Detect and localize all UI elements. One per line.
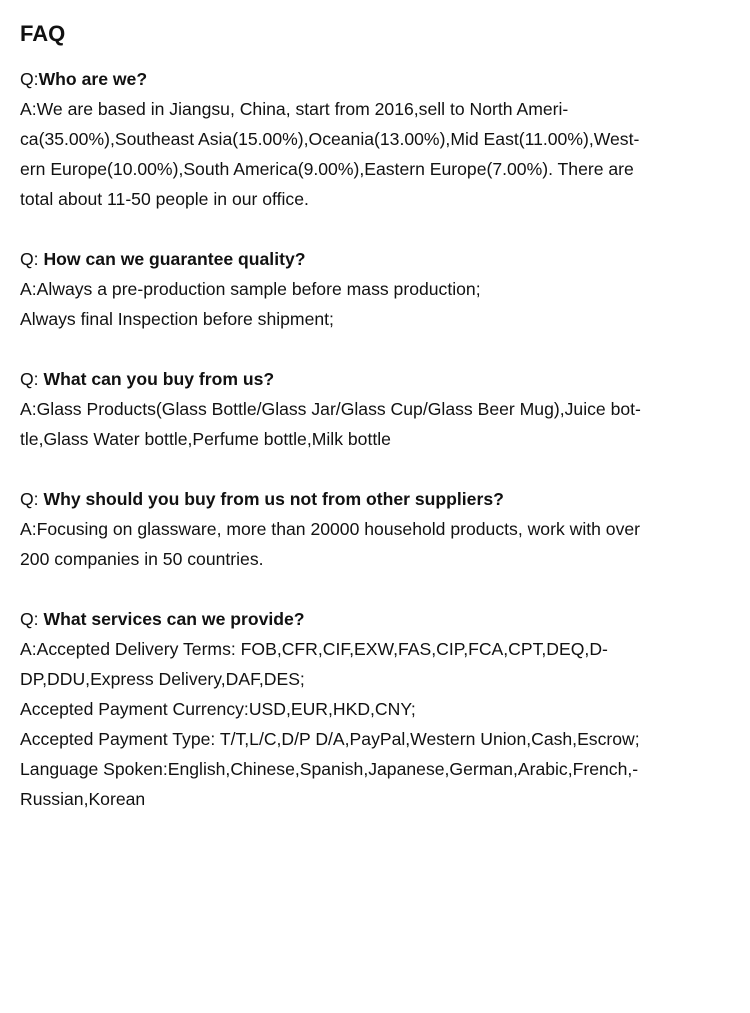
question-prefix: Q: bbox=[20, 609, 44, 629]
answer-line: A:Always a pre-production sample before mass production; bbox=[20, 279, 481, 299]
answer-line: A:Glass Products(Glass Bottle/Glass Jar/Glass Cup/Glass Beer Mug),Juice bot- bbox=[20, 399, 641, 419]
faq-item bbox=[20, 364, 732, 454]
answer-line: A:Focusing on glassware, more than 20000 household products, work with over bbox=[20, 519, 641, 539]
faq-item bbox=[20, 604, 732, 814]
question-prefix: Q: bbox=[20, 489, 44, 509]
faq-item bbox=[20, 244, 732, 334]
answer-line: A:Accepted Delivery Terms: FOB,CFR,CIF,EXW,FAS,CIP,FCA,CPT,DEQ,D- bbox=[20, 639, 608, 659]
faq-list bbox=[20, 64, 732, 844]
faq-question bbox=[20, 364, 732, 394]
question-text: Why should you buy from us not from other suppliers? bbox=[43, 489, 504, 509]
question-text: How can we guarantee quality? bbox=[43, 249, 306, 269]
faq-question bbox=[20, 244, 732, 274]
question-prefix: Q: bbox=[20, 249, 44, 269]
question-text: What can you buy from us? bbox=[43, 369, 275, 389]
faq-question bbox=[20, 604, 732, 634]
answer-line: Always final Inspection before shipment; bbox=[20, 309, 334, 329]
answer-line: ca(35.00%),Southeast Asia(15.00%),Oceania(13.00%),Mid East(11.00%),West- bbox=[20, 129, 640, 149]
question-prefix: Q: bbox=[20, 69, 39, 89]
answer-line: Accepted Payment Currency:USD,EUR,HKD,CNY; bbox=[20, 699, 416, 719]
answer-line: DP,DDU,Express Delivery,DAF,DES; bbox=[20, 669, 305, 689]
answer-line: Language Spoken:English,Chinese,Spanish,Japanese,German,Arabic,French,- bbox=[20, 759, 639, 779]
question-text: Who are we? bbox=[38, 69, 148, 89]
answer-line: A:We are based in Jiangsu, China, start from 2016,sell to North Ameri- bbox=[20, 99, 569, 119]
page-title: FAQ bbox=[20, 21, 66, 46]
answer-line: total about 11-50 people in our office. bbox=[20, 189, 309, 209]
answer-line: tle,Glass Water bottle,Perfume bottle,Milk bottle bbox=[20, 429, 391, 449]
answer-line: ern Europe(10.00%),South America(9.00%),Eastern Europe(7.00%). There are bbox=[20, 159, 634, 179]
faq-item bbox=[20, 64, 732, 214]
answer-line: Russian,Korean bbox=[20, 789, 146, 809]
faq-question bbox=[20, 64, 732, 94]
question-text: What services can we provide? bbox=[43, 609, 305, 629]
faq-item bbox=[20, 484, 732, 574]
question-prefix: Q: bbox=[20, 369, 44, 389]
answer-line: Accepted Payment Type: T/T,L/C,D/P D/A,PayPal,Western Union,Cash,Escrow; bbox=[20, 729, 640, 749]
faq-question bbox=[20, 484, 732, 514]
answer-line: 200 companies in 50 countries. bbox=[20, 549, 264, 569]
